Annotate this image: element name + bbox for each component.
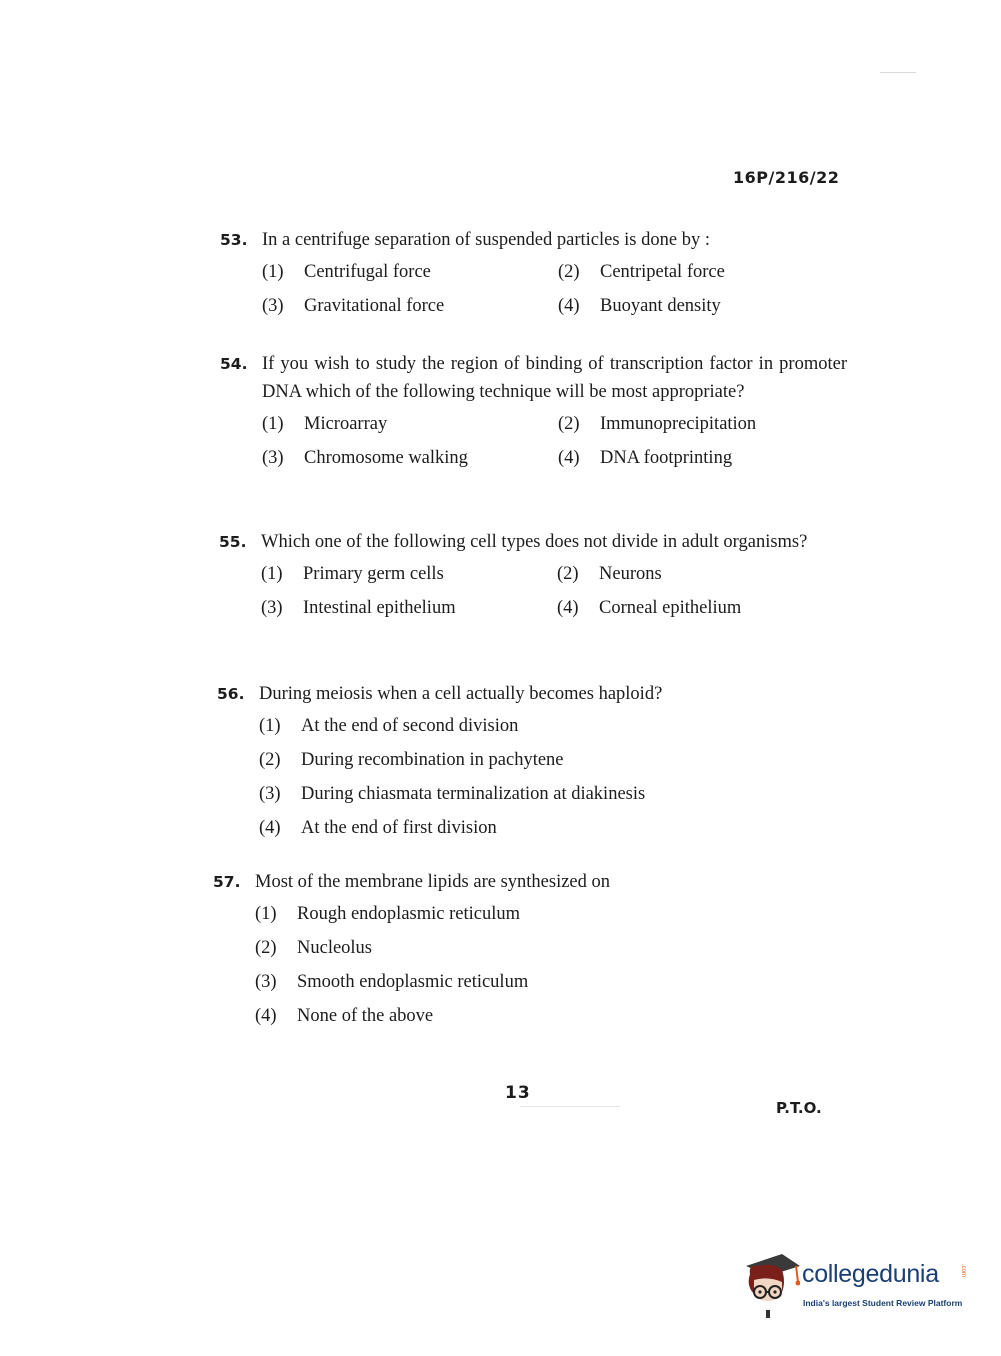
- question-56: [217, 680, 857, 848]
- option-text: Gravitational force: [304, 296, 445, 316]
- question-number: 53.: [220, 231, 248, 249]
- option-row: [217, 746, 857, 780]
- option-text: Primary germ cells: [303, 564, 444, 584]
- question-text: Most of the membrane lipids are synthesized on: [255, 872, 611, 892]
- question-text: During meiosis when a cell actually becomes haploid?: [259, 684, 663, 704]
- pto-label: P.T.O.: [776, 1099, 822, 1117]
- option-number: (4): [558, 296, 580, 316]
- logo-domain: .com: [960, 1264, 966, 1278]
- option-number: (4): [558, 448, 580, 468]
- option-number: (3): [255, 972, 277, 992]
- scan-mark: [520, 1106, 620, 1107]
- question-53: [220, 226, 860, 326]
- option-text: Rough endoplasmic reticulum: [297, 904, 520, 924]
- option-text: During recombination in pachytene: [301, 750, 564, 770]
- option-text: During chiasmata terminalization at diakinesis: [301, 784, 646, 804]
- option-row: [219, 594, 859, 628]
- option-text: At the end of second division: [301, 716, 519, 736]
- option-text: Nucleolus: [297, 938, 373, 958]
- question-number: 56.: [217, 685, 245, 703]
- option-number: (2): [558, 414, 580, 434]
- option-text: None of the above: [297, 1006, 434, 1026]
- option-text: Buoyant density: [600, 296, 721, 316]
- option-text: Chromosome walking: [304, 448, 468, 468]
- option-row: [220, 444, 860, 478]
- option-number: (1): [259, 716, 281, 736]
- option-number: (2): [259, 750, 281, 770]
- option-number: (3): [262, 448, 284, 468]
- question-57: [213, 868, 853, 1036]
- question-number: 57.: [213, 873, 241, 891]
- question-text: In a centrifuge separation of suspended particles is done by :: [262, 230, 710, 250]
- logo-wordmark: collegedunia: [802, 1260, 939, 1288]
- option-number: (2): [558, 262, 580, 282]
- option-number: (3): [262, 296, 284, 316]
- question-text: Which one of the following cell types does not divide in adult organisms?: [261, 532, 808, 552]
- question-number: 55.: [219, 533, 247, 551]
- paper-code: 16P/216/22: [733, 168, 840, 187]
- option-row: [220, 410, 860, 444]
- option-text: At the end of first division: [301, 818, 497, 838]
- option-number: (1): [262, 414, 284, 434]
- question-55: [219, 528, 859, 628]
- scan-mark: [880, 72, 916, 73]
- option-number: (1): [255, 904, 277, 924]
- option-row: [217, 712, 857, 746]
- option-row: [217, 814, 857, 848]
- question-54: [220, 350, 860, 478]
- option-row: [213, 934, 853, 968]
- option-number: (2): [255, 938, 277, 958]
- option-number: (3): [259, 784, 281, 804]
- option-text: Centripetal force: [600, 262, 725, 282]
- option-number: (2): [557, 564, 579, 584]
- option-text: Microarray: [304, 414, 388, 434]
- collegedunia-logo: [742, 1250, 972, 1320]
- option-row: [217, 780, 857, 814]
- student-mascot-icon: [742, 1252, 800, 1318]
- option-text: Smooth endoplasmic reticulum: [297, 972, 529, 992]
- option-row: [213, 968, 853, 1002]
- page-number: 13: [505, 1083, 531, 1103]
- option-row: [219, 560, 859, 594]
- option-row: [220, 292, 860, 326]
- option-text: Intestinal epithelium: [303, 598, 456, 618]
- option-number: (1): [261, 564, 283, 584]
- option-text: Immunoprecipitation: [600, 414, 757, 434]
- question-text: If you wish to study the region of binding of transcription factor in promoter DNA which of the following technique will be most appropriate?: [262, 354, 847, 402]
- option-number: (3): [261, 598, 283, 618]
- option-row: [213, 900, 853, 934]
- option-row: [213, 1002, 853, 1036]
- option-number: (4): [557, 598, 579, 618]
- option-row: [220, 258, 860, 292]
- option-text: Neurons: [599, 564, 662, 584]
- logo-tagline: India's largest Student Review Platform: [803, 1298, 963, 1308]
- option-text: Centrifugal force: [304, 262, 431, 282]
- option-number: (4): [255, 1006, 277, 1026]
- question-number: 54.: [220, 355, 248, 373]
- option-text: DNA footprinting: [600, 448, 733, 468]
- option-text: Corneal epithelium: [599, 598, 742, 618]
- option-number: (1): [262, 262, 284, 282]
- option-number: (4): [259, 818, 281, 838]
